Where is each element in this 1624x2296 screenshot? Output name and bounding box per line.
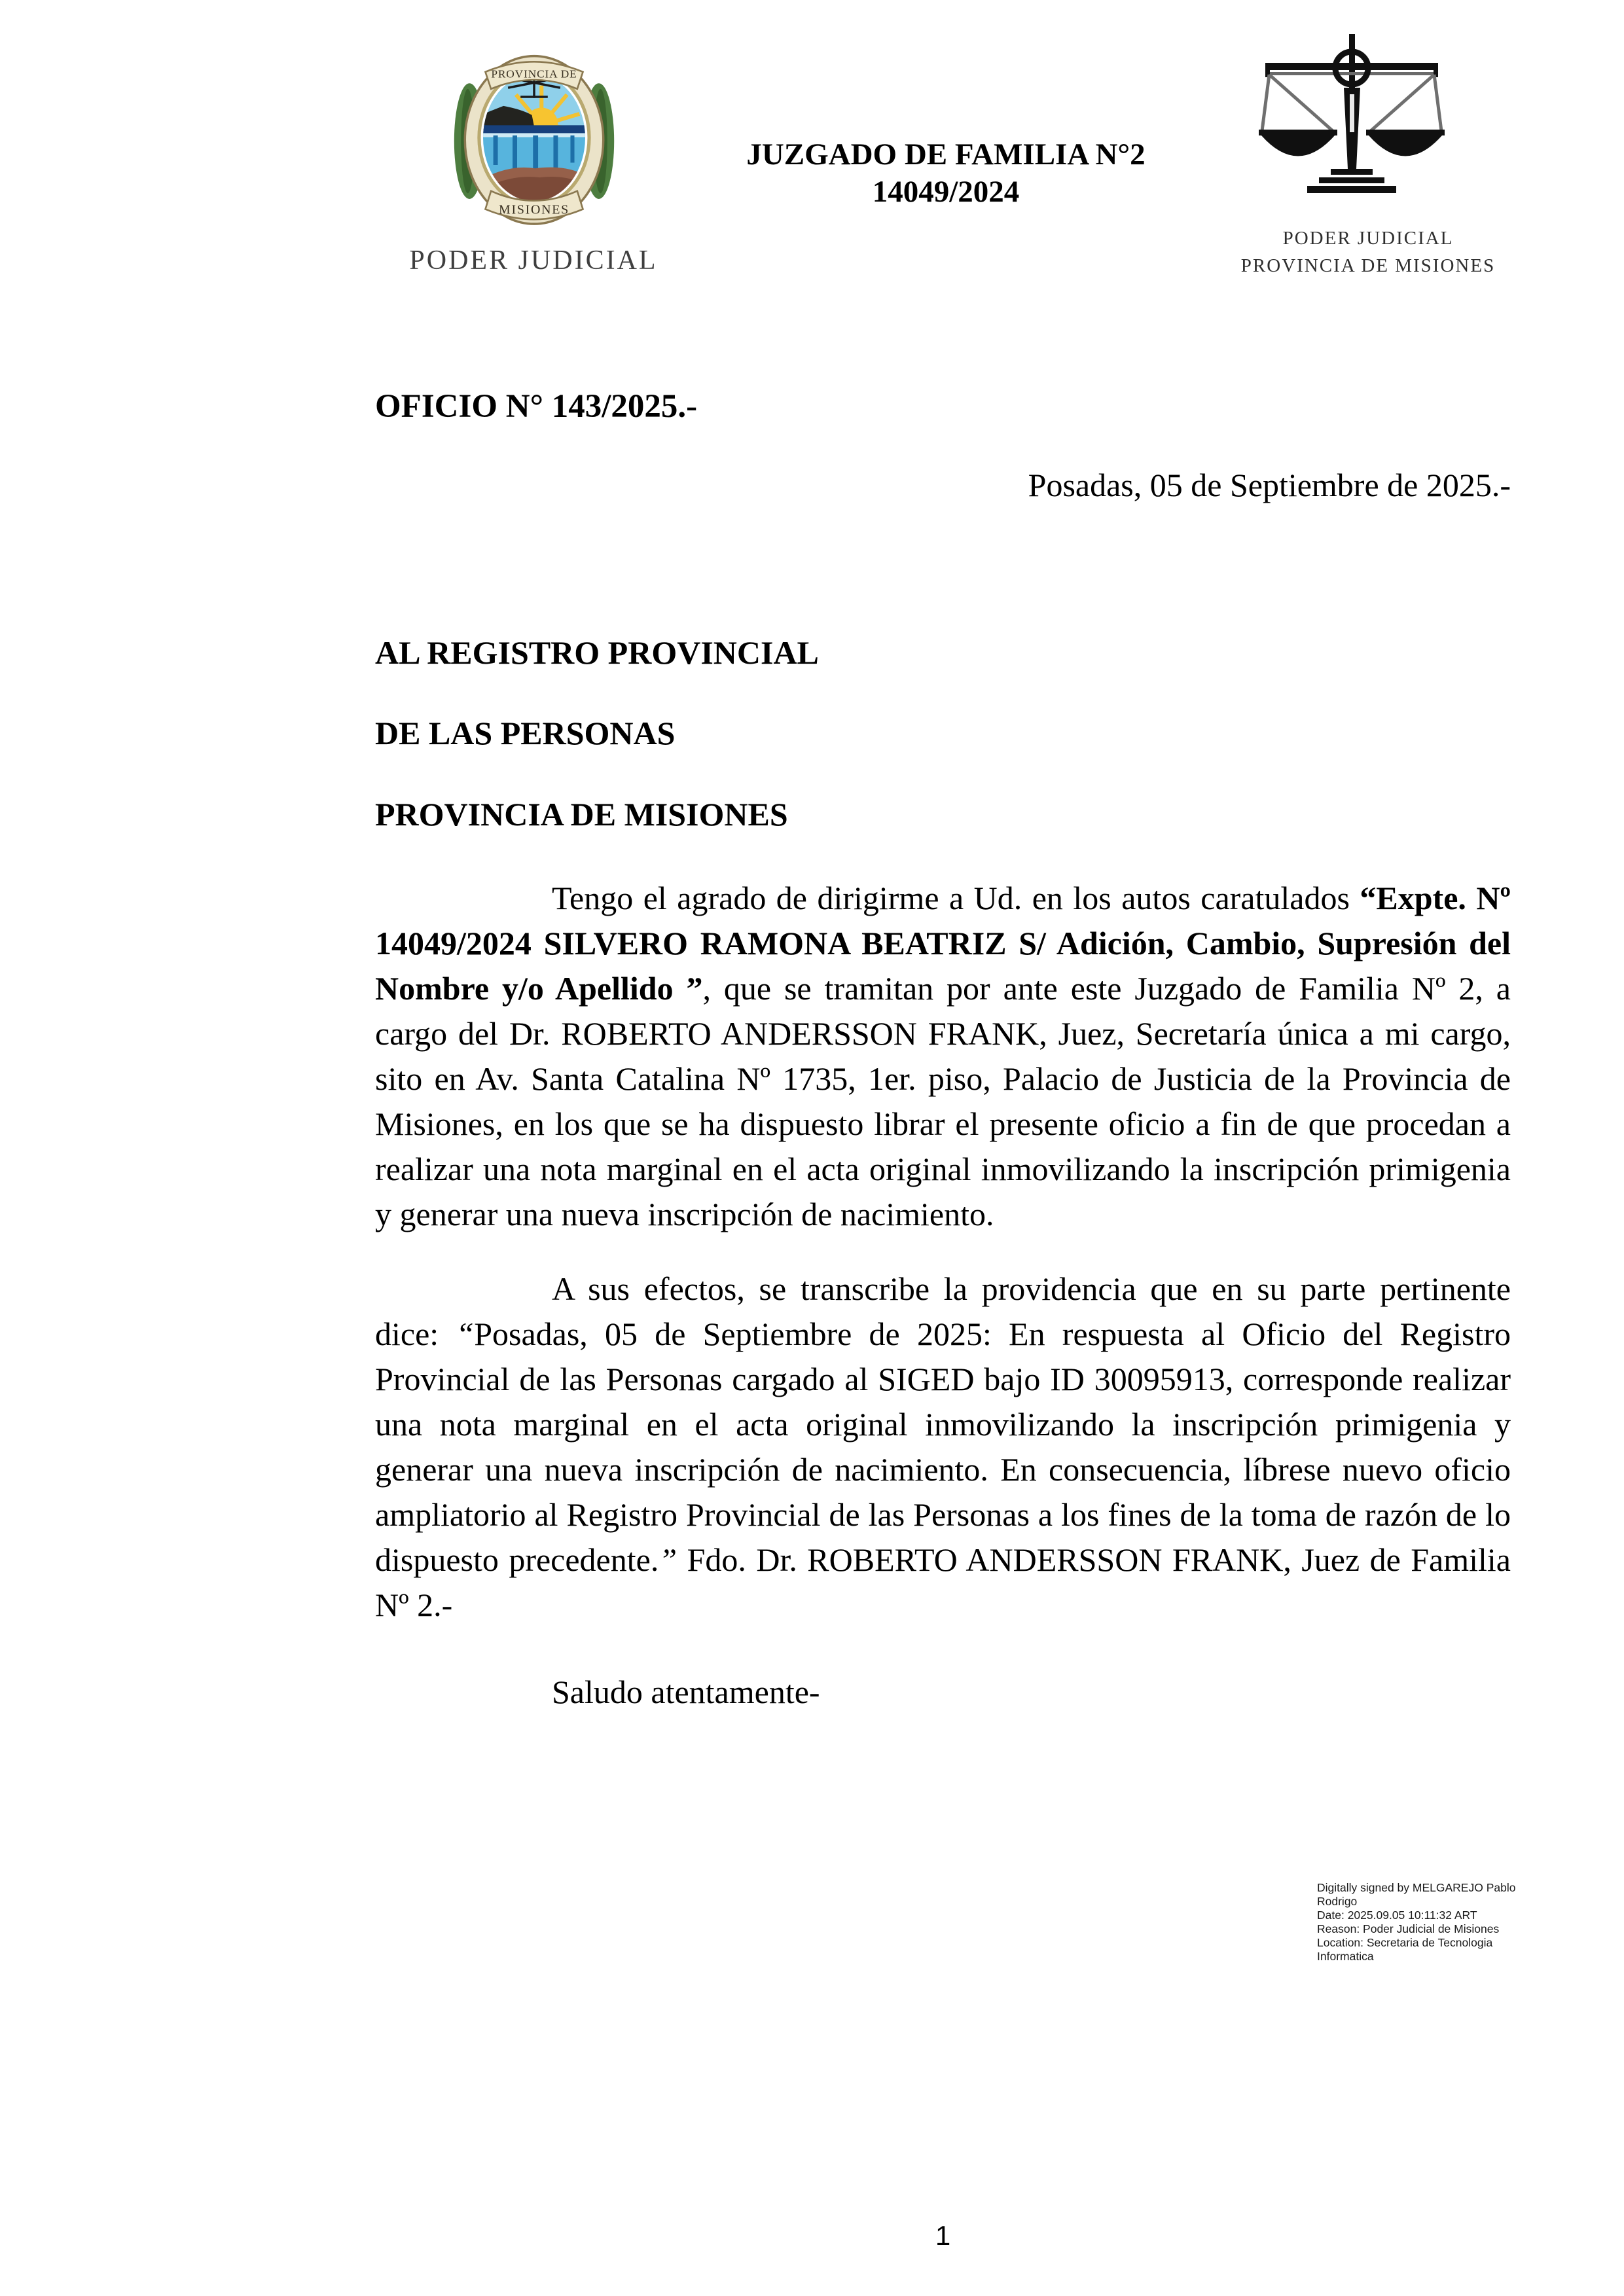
signature-line-signer: Digitally signed by MELGAREJO Pablo Rodrigo	[1317, 1881, 1516, 1908]
page-number: 1	[935, 2220, 951, 2251]
body-paragraph-1: Tengo el agrado de dirigirme a Ud. en los autos caratulados “Expte. Nº 14049/2024 SILVERO RAMONA BEATRIZ S/ Adición, Cambio, Supresión del Nombre y/o Apellido ”, que se tramitan por ante este Juzgado de Familia Nº 2, a cargo del Dr. ROBERTO ANDERSSON FRANK, Juez, Secretaría única a mi cargo, sito en Av. Santa Catalina Nº 1735, 1er. piso, Palacio de Justicia de la Provincia de Misiones, en los que se ha dispuesto librar el presente oficio a fin de que procedan a realizar una nota marginal en el acta original inmovilizando la inscripción primigenia y generar una nueva inscripción de nacimiento.	[375, 880, 1511, 1232]
poder-judicial-logo	[1247, 34, 1456, 214]
addressee-line-1: AL REGISTRO PROVINCIAL	[375, 634, 819, 671]
addressee-line-3: PROVINCIA DE MISIONES	[375, 796, 788, 833]
ribbon-top-text: PROVINCIA DE	[491, 67, 577, 81]
left-emblem-caption: PODER JUDICIAL	[409, 245, 658, 276]
addressee-line-2: DE LAS PERSONAS	[375, 715, 676, 751]
misiones-coat-of-arms	[449, 46, 619, 236]
header-title-block	[710, 136, 1182, 211]
right-logo-caption-line1: PODER JUDICIAL	[1282, 228, 1454, 249]
signature-line-location: Location: Secretaria de Tecnologia Informatica	[1317, 1936, 1493, 1963]
oficio-number: OFICIO N° 143/2025.-	[375, 388, 698, 425]
ribbon-bottom-text: MISIONES	[499, 202, 569, 217]
signature-line-date: Date: 2025.09.05 10:11:32 ART	[1317, 1909, 1477, 1922]
closing-line: Saludo atentamente-	[552, 1674, 820, 1710]
scales-of-justice-icon	[1247, 34, 1456, 211]
signature-line-reason: Reason: Poder Judicial de Misiones	[1317, 1922, 1500, 1935]
body-paragraph-2: A sus efectos, se transcribe la providencia que en su parte pertinente dice: “Posadas, 05 de Septiembre de 2025: En respuesta al Oficio del Registro Provincial de las Personas cargado al SIGED bajo ID 30095913, corresponde realizar una nota marginal en el acta original inmovilizando la inscripción primigenia y generar una nueva inscripción de nacimiento. En consecuencia, líbrese nuevo oficio ampliatorio al Registro Provincial de las Personas a los fines de la toma de razón de lo dispuesto precedente.” Fdo. Dr. ROBERTO ANDERSSON FRANK, Juez de Familia Nº 2.-	[375, 1270, 1511, 1623]
court-title: JUZGADO DE FAMILIA N°2	[746, 137, 1146, 171]
case-number: 14049/2024	[872, 175, 1020, 209]
date-line: Posadas, 05 de Septiembre de 2025.-	[1028, 467, 1511, 503]
misiones-coat-of-arms-icon	[449, 46, 619, 233]
right-logo-caption-line2: PROVINCIA DE MISIONES	[1240, 255, 1496, 276]
digital-signature-block	[1317, 1881, 1523, 1964]
